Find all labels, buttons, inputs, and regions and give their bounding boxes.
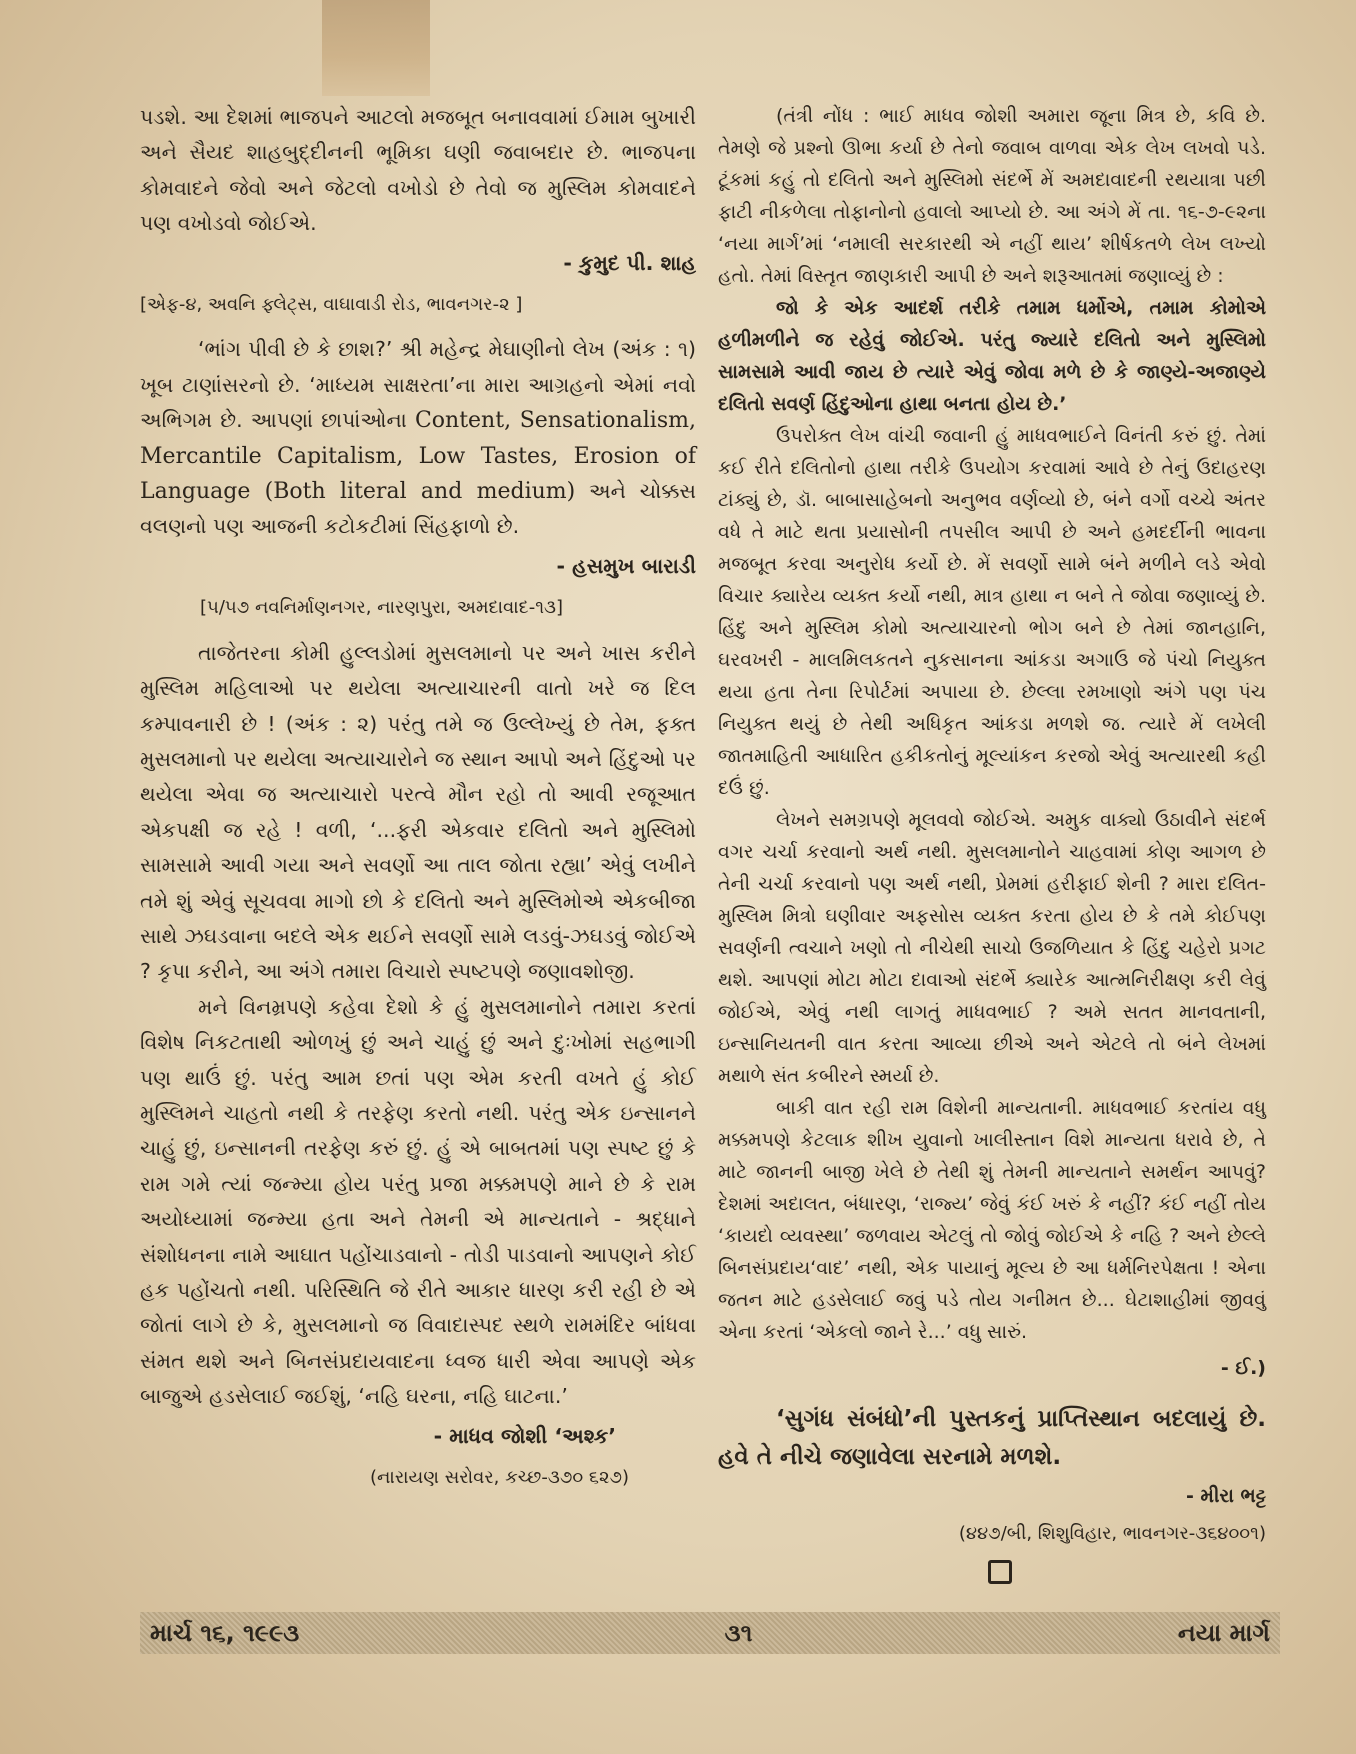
editor-note-quote: જો કે એક આદર્શ તરીકે તમામ ધર્મોએ, તમામ કોમોએ હળીમળીને જ રહેવું જોઈએ. પરંતુ જ્યારે દલિતો અને મુસ્લિમો સામસામે આવી જાય છે ત્યારે એવું જોવા મળે છે કે જાણ્યે-અજાણ્યે દલિતો સવર્ણ હિંદુઓના હાથા બનતા હોય છે.’ [718, 297, 1266, 415]
left-column [140, 100, 696, 1505]
footer-publication: નયા માર્ગ [1177, 1619, 1270, 1647]
letter2-text-a: ‘ભાંગ પીવી છે કે છાશ?’ શ્રી મહેન્દ્ર મેઘાણીનો લેખ (અંક : ૧) ખૂબ ટાણાંસરનો છે. ‘માધ્યમ સાક્ષરતા’ના મારા આગ્રહનો એમાં નવો અભિગમ છે. આપણાં છાપાંઓના [140, 337, 696, 433]
letter3-body-2: મને વિનમ્રપણે કહેવા દેશો કે હું મુસલમાનોને તમારા કરતાં વિશેષ નિકટતાથી ઓળખું છું અને ચાહું છું અને દુઃખોમાં સહભાગી પણ થાઉં છું. પરંતુ આમ છતાં પણ એમ કરતી વખતે હું કોઈ મુસ્લિમને ચાહતો નથી કે તરફેણ કરતો નથી. પરંતુ એક ઇન્સાનને ચાહું છું, ઇન્સાનની તરફેણ કરું છું. હું એ બાબતમાં પણ સ્પષ્ટ છું કે રામ ગમે ત્યાં જન્મ્યા હોય પરંતુ પ્રજા મક્કમપણે માને છે કે રામ અયોધ્યામાં જન્મ્યા હતા અને તેમની એ માન્યતાને - શ્રદ્ધાને સંશોધનના નામે આઘાત પહોંચાડવાનો - તોડી પાડવાનો આપણને કોઈ હક પહોંચતો નથી. પરિસ્થિતિ જે રીતે આકાર ધારણ કરી રહી છે એ જોતાં લાગે છે કે, મુસલમાનો જ વિવાદાસ્પદ સ્થળે રામમંદિર બાંધવા સંમત થશે અને બિનસંપ્રદાયવાદના ધ્વજ ધારી એવા આપણે એક બાજુએ હડસેલાઈ જઈશું, ‘નહિ ઘરના, નહિ ઘાટના.’ [140, 994, 696, 1409]
book-notice-address: (૪૪૭/બી, શિશુવિહાર, ભાવનગર-૩૬૪૦૦૧) [958, 1523, 1266, 1544]
footer-date: માર્ચ ૧૬, ૧૯૯૩ [150, 1619, 300, 1647]
letter1-signature: - કુમુદ પી. શાહ [563, 250, 696, 275]
letter2-address: [૫/૫૭ નવનિર્માણનગર, નારણપુરા, અમદાવાદ-૧૩] [200, 597, 564, 619]
book-notice: ‘સુગંધ સંબંધો’ની પુસ્તકનું પ્રાપ્તિસ્થાન બદલાયું છે. હવે તે નીચે જણાવેલા સરનામે મળશે. [718, 1406, 1266, 1470]
book-notice-signature: - મીરા ભટ્ટ [1186, 1485, 1266, 1507]
right-column [718, 100, 1266, 1584]
tape-stain [322, 0, 430, 96]
letter1-address: [એફ-૪, અવનિ ફ્લેટ્સ, વાઘાવાડી રોડ, ભાવનગર-૨ ] [140, 294, 523, 316]
letter2-signature: - હસમુખ બારાડી [556, 553, 696, 578]
editor-note-para2: ઉપરોક્ત લેખ વાંચી જવાની હું માધવભાઈને વિનંતી કરું છું. તેમાં કઈ રીતે દલિતોનો હાથા તરીકે ઉપયોગ કરવામાં આવે છે તેનું ઉદાહરણ ટાંક્યું છે, ડૉ. બાબાસાહેબનો અનુભવ વર્ણવ્યો છે, બંને વર્ગો વચ્ચે અંતર વધે તે માટે થતા પ્રયાસોની તપસીલ આપી છે અને હમદર્દીની ભાવના મજબૂત કરવા અનુરોધ કર્યો છે. મેં સવર્ણો સામે બંને મળીને લડે એવો વિચાર ક્યારેય વ્યક્ત કર્યો નથી, માત્ર હાથા ન બને તે જોવા જણાવ્યું છે. હિંદુ અને મુસ્લિમ કોમો અત્યાચારનો ભોગ બને છે તેમાં જાનહાનિ, ઘરવખરી - માલમિલકતને નુકસાનના આંકડા અગાઉ જે પંચો નિયુક્ત થયા હતા તેના રિપોર્ટમાં અપાયા છે. છેલ્લા રમખાણો અંગે પણ પંચ નિયુક્ત થયું છે તેથી અધિકૃત આંકડા મળશે જ. ત્યારે મેં લખેલી જાતમાહિતી આધારિત હકીકતોનું મૂલ્યાંકન કરજો એવું અત્યારથી કહી દઉં છું. [718, 425, 1266, 799]
letter3-address: (નારાયણ સરોવર, કચ્છ-૩૭૦ ૬૨૭) [370, 1467, 630, 1489]
editor-note-intro: (તંત્રી નોંધ : ભાઈ માધવ જોશી અમારા જૂના મિત્ર છે, કવિ છે. તેમણે જે પ્રશ્નો ઊભા કર્યા છે તેનો જવાબ વાળવા એક લેખ લખવો પડે. ટૂંકમાં કહું તો દલિતો અને મુસ્લિમો સંદર્ભે મેં અમદાવાદની રથયાત્રા પછી ફાટી નીકળેલા તોફાનોનો હવાલો આપ્યો છે. આ અંગે મેં તા. ૧૬-૭-૯૨ના ‘નયા માર્ગ’માં ‘નમાલી સરકારથી એ નહીં થાય’ શીર્ષકતળે લેખ લખ્યો હતો. તેમાં વિસ્તૃત જાણકારી આપી છે અને શરૂઆતમાં જણાવ્યું છે : [718, 105, 1266, 287]
page-footer [140, 1612, 1280, 1654]
letter1-body: પડશે. આ દેશમાં ભાજપને આટલો મજબૂત બનાવવામાં ઈમામ બુખારી અને સૈયદ શાહબુદ્દીનની ભૂમિકા ઘણી જવાબદાર છે. ભાજપના કોમવાદને જેવો અને જેટલો વખોડો છે તેવો જ મુસ્લિમ કોમવાદને પણ વખોડવો જોઈએ. [140, 105, 696, 236]
editor-note-signature: - ઈ.) [1220, 1357, 1266, 1379]
square-end-mark-icon [988, 1560, 1012, 1584]
footer-page-number: ૩૧ [724, 1619, 753, 1647]
letter3-signature: - માધવ જોશી ‘અશ્ક’ [433, 1423, 616, 1448]
letter2-body [140, 332, 696, 544]
editor-note-para4: બાકી વાત રહી રામ વિશેની માન્યતાની. માધવભાઈ કરતાંય વધુ મક્કમપણે કેટલાક શીખ યુવાનો ખાલીસ્તાન વિશે માન્યતા ધરાવે છે, તે માટે જાનની બાજી ખેલે છે તેથી શું તેમની માન્યતાને સમર્થન આપવું? દેશમાં અદાલત, બંધારણ, ‘રાજ્ય’ જેવું કંઈ ખરું કે નહીં? કંઈ નહીં તોય ‘કાયદો વ્યવસ્થા’ જળવાય એટલું તો જોવું જોઈએ કે નહિ ? અને છેલ્લે બિનસંપ્રદાય‘વાદ’ નથી, એક પાયાનું મૂલ્ય છે આ ધર્મનિરપેક્ષતા ! એના જતન માટે હડસેલાઈ જવું પડે તોય ગનીમત છે... ઘેટાશાહીમાં જીવવું એના કરતાં ‘એકલો જાને રે...’ વધુ સારું. [718, 1097, 1266, 1343]
editor-note-para3: લેખને સમગ્રપણે મૂલવવો જોઈએ. અમુક વાક્યો ઉઠાવીને સંદર્ભ વગર ચર્ચા કરવાનો અર્થ નથી. મુસલમાનોને ચાહવામાં કોણ આગળ છે તેની ચર્ચા કરવાનો પણ અર્થ નથી, પ્રેમમાં હરીફાઈ શેની ? મારા દલિત- મુસ્લિમ મિત્રો ઘણીવાર અફસોસ વ્યક્ત કરતા હોય છે કે તમે કોઈપણ સવર્ણની ત્વચાને ખણો તો નીચેથી સાચો ઉજળિયાત કે હિંદુ ચહેરો પ્રગટ થશે. આપણાં મોટા મોટા દાવાઓ સંદર્ભે ક્યારેક આત્મનિરીક્ષણ કરી લેવું જોઈએ, એવું નથી લાગતું માધવભાઈ ? અમે સતત માનવતાની, ઇન્સાનિયતની વાત કરતા આવ્યા છીએ અને એટલે તો બંને લેખમાં મથાળે સંત કબીરને સ્મર્યા છે. [718, 809, 1266, 1087]
letter2-text-b: અને ચોક્કસ વલણનો પણ આજની કટોકટીમાં સિંહફાળો છે. [140, 479, 696, 539]
letter2-latin-text: Content, Sensationalism, Mercantile Capitalism, Low Tastes, Erosion of Language (Both literal and medium) [140, 408, 696, 505]
letter3-body: તાજેતરના કોમી હુલ્લડોમાં મુસલમાનો પર અને ખાસ કરીને મુસ્લિમ મહિલાઓ પર થયેલા અત્યાચારની વાતો ખરે જ દિલ કમ્પાવનારી છે ! (અંક : ૨) પરંતુ તમે જ ઉલ્લેખ્યું છે તેમ, ફક્ત મુસલમાનો પર થયેલા અત્યાચારોને જ સ્થાન આપો અને હિંદુઓ પર થયેલા એવા જ અત્યાચારો પરત્વે મૌન રહો તો આવી રજૂઆત એકપક્ષી જ રહે ! વળી, ‘...ફરી એકવાર દલિતો અને મુસ્લિમો સામસામે આવી ગયા અને સવર્ણો આ તાલ જોતા રહ્યા’ એવું લખીને તમે શું એવું સૂચવવા માગો છો કે દલિતો અને મુસ્લિમોએ એકબીજા સાથે ઝઘડવાના બદલે એક થઈને સવર્ણો સામે લડવું-ઝઘડવું જોઈએ ? કૃપા કરીને, આ અંગે તમારા વિચારો સ્પષ્ટપણે જણાવશોજી. [140, 640, 696, 984]
